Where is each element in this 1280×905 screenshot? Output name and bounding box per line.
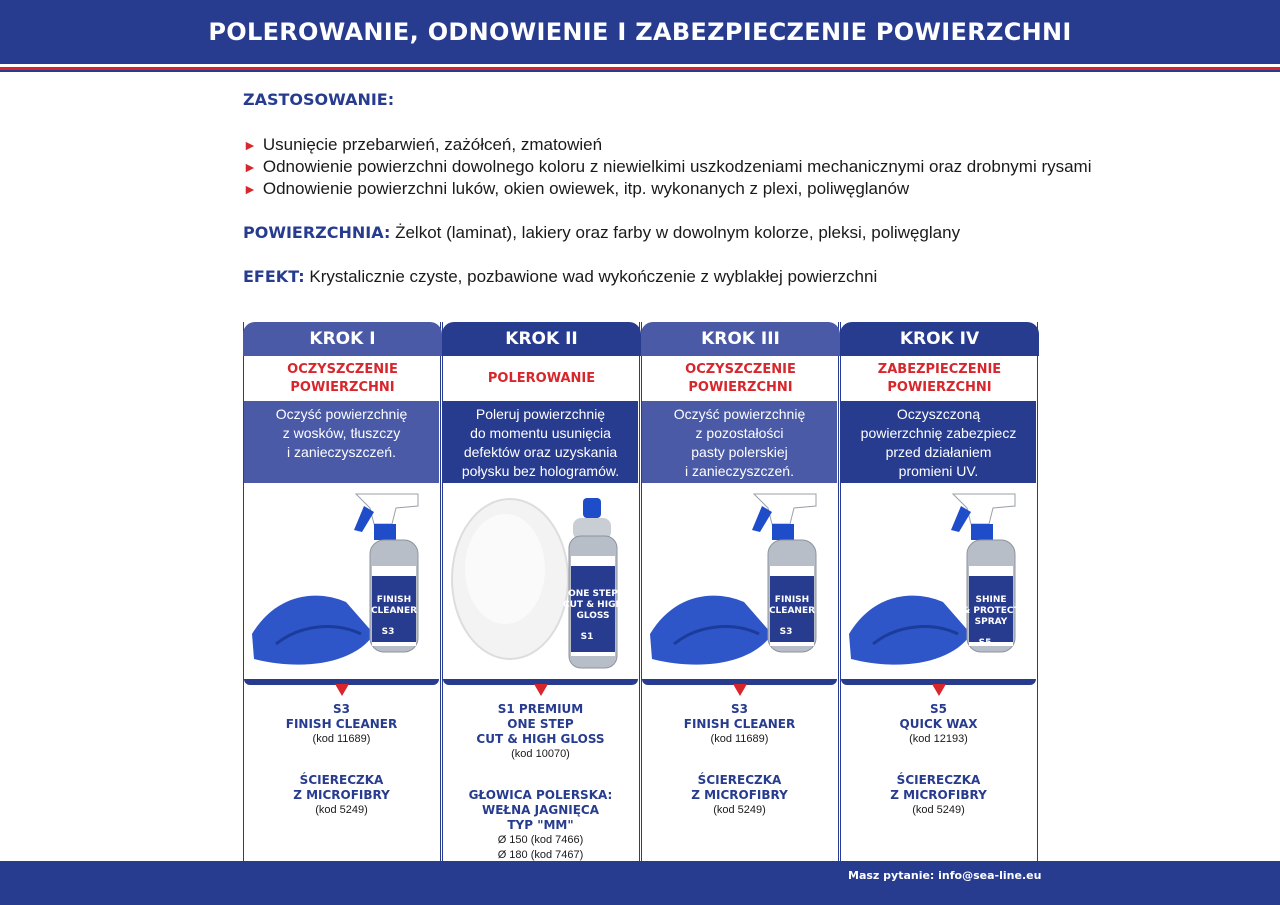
usage-item [243, 156, 1243, 178]
effect-label: EFEKT: [243, 267, 305, 286]
product-name-line: CUT & HIGH GLOSS [476, 732, 605, 746]
step-description-line: z wosków, tłuszczy [282, 425, 401, 441]
product-name-line: WEŁNA JAGNIĘCA [481, 803, 600, 817]
spray-collar-icon [971, 524, 993, 540]
intro-section [243, 90, 1243, 288]
bottle-code-text: S3 [381, 627, 395, 637]
surface-text: Żelkot (laminat), lakiery oraz farby w dowolnym kolorze, pleksi, poliwęglany [395, 223, 961, 242]
step-description-line: powierzchnię zabezpiecz [860, 425, 1017, 441]
step-description-line: i zanieczyszczeń. [685, 463, 794, 479]
product-name-line: ŚCIERECZKA [896, 773, 981, 787]
surface-label: POWIERZCHNIA: [243, 223, 391, 242]
product-code-line: (kod 12193) [909, 733, 968, 745]
step-description [443, 401, 638, 483]
step-description [642, 401, 837, 483]
bottle-label-text: GLOSS [576, 611, 610, 621]
usage-title: ZASTOSOWANIE: [243, 90, 395, 109]
bottle-label-text: CLEANER [768, 606, 816, 616]
product-gap [443, 762, 638, 788]
spray-collar-icon [772, 524, 794, 540]
product-name-line: Z MICROFIBRY [691, 788, 788, 802]
product-name-line: Z MICROFIBRY [293, 788, 390, 802]
product-illustration [644, 484, 837, 680]
usage-list [243, 134, 1243, 200]
product-photo [644, 484, 837, 680]
product-code [841, 732, 1036, 747]
product-name [244, 702, 439, 732]
bottle-label-text: ONE STEP [568, 589, 618, 599]
product-info [443, 702, 638, 863]
product-code [443, 747, 638, 762]
step-description-line: defektów oraz uzyskania [463, 444, 618, 460]
step-column [243, 322, 441, 862]
step-action-text [685, 361, 796, 397]
product-code [244, 732, 439, 747]
bottle-code-text: S1 [580, 632, 594, 642]
step-action-text [488, 370, 595, 388]
step-title: KROK III [641, 322, 840, 356]
bullet-arrow-icon: ► [243, 159, 257, 175]
product-code-line: Ø 180 (kod 7467) [497, 849, 584, 861]
bottle-code-text: S3 [779, 627, 793, 637]
usage-item [243, 178, 1243, 200]
bottle-label-text: CUT & HIGH [563, 600, 623, 610]
step-description-line: promieni UV. [898, 463, 979, 479]
product-illustration [843, 484, 1036, 680]
product-info [642, 702, 837, 818]
bottle-label-text: FINISH [376, 595, 412, 605]
spray-collar-icon [374, 524, 396, 540]
product-code-line: Ø 150 (kod 7466) [497, 834, 584, 846]
bottle-cap-icon [583, 498, 601, 518]
step-title: KROK II [442, 322, 641, 356]
product-name-line: QUICK WAX [899, 717, 978, 731]
usage-item [243, 134, 1243, 156]
bottle-label-text: CLEANER [370, 606, 418, 616]
product-gap [244, 747, 439, 773]
step-action [445, 358, 638, 400]
product-code [642, 803, 837, 818]
product-name [841, 773, 1036, 803]
step-description-line: Oczyszczoną [896, 406, 981, 422]
bottle-label-text: SPRAY [974, 617, 1008, 627]
product-illustration [246, 484, 439, 680]
wool-pad-highlight [465, 514, 545, 624]
product-gap [642, 747, 837, 773]
product-name-line: S3 [333, 702, 350, 716]
product-name-line: Z MICROFIBRY [890, 788, 987, 802]
step-description-line: z pozostałości [695, 425, 784, 441]
step-column [442, 322, 640, 862]
product-name [443, 788, 638, 833]
step-arrow-icon [733, 684, 747, 696]
step-arrow-icon [932, 684, 946, 696]
step-description-line: pasty polerskiej [691, 444, 788, 460]
bottle-label-text: SHINE [975, 595, 1007, 605]
product-photo [246, 484, 439, 680]
step-action-line: POWIERZCHNI [887, 380, 992, 395]
step-action [843, 358, 1036, 400]
product-info [841, 702, 1036, 818]
product-name [443, 702, 638, 747]
step-action-line: OCZYSZCZENIE [685, 362, 796, 377]
product-name [841, 702, 1036, 732]
step-action-text [878, 361, 1001, 397]
step-description [244, 401, 439, 483]
product-photo [843, 484, 1036, 680]
step-description-line: Oczyść powierzchnię [275, 406, 408, 422]
product-code [642, 732, 837, 747]
step-title: KROK I [243, 322, 442, 356]
product-name-line: TYP "MM" [507, 818, 574, 832]
product-photo [445, 484, 638, 680]
step-description-line: połysku bez hologramów. [461, 463, 620, 479]
product-name [642, 773, 837, 803]
product-info [244, 702, 439, 818]
product-name-line: FINISH CLEANER [683, 717, 796, 731]
effect-row [243, 266, 1243, 288]
step-description-line: przed działaniem [885, 444, 992, 460]
bottle-code-text: S5 [978, 638, 992, 648]
step-column [641, 322, 839, 862]
bullet-arrow-icon: ► [243, 181, 257, 197]
bullet-arrow-icon: ► [243, 137, 257, 153]
product-name [244, 773, 439, 803]
steps-grid [243, 322, 1039, 862]
step-arrow-icon [335, 684, 349, 696]
product-illustration [445, 484, 638, 680]
step-description [841, 401, 1036, 483]
step-action-line: POWIERZCHNI [290, 380, 395, 395]
header-divider-blue [0, 70, 1280, 72]
product-code-line: (kod 10070) [511, 748, 570, 760]
bottle-label-text: FINISH [774, 595, 810, 605]
step-column [840, 322, 1038, 862]
product-name-line: GŁOWICA POLERSKA: [468, 788, 613, 802]
step-title: KROK IV [840, 322, 1039, 356]
product-name-line: S3 [731, 702, 748, 716]
product-name-line: S1 PREMIUM [497, 702, 584, 716]
header-banner [0, 0, 1280, 64]
product-code-line: (kod 11689) [710, 733, 769, 745]
product-code-line: (kod 11689) [312, 733, 371, 745]
step-action-line: OCZYSZCZENIE [287, 362, 398, 377]
step-action-line: POLEROWANIE [487, 371, 596, 386]
product-code [841, 803, 1036, 818]
surface-row [243, 222, 1243, 244]
step-action-line: ZABEZPIECZENIE [877, 362, 1002, 377]
page-title: POLEROWANIE, ODNOWIENIE I ZABEZPIECZENIE POWIERZCHNI [208, 18, 1072, 46]
bottle-label-text: & PROTECT [962, 606, 1020, 616]
footer-contact: Masz pytanie: info@sea-line.eu [848, 869, 1042, 882]
step-arrow-icon [534, 684, 548, 696]
step-description-line: i zanieczyszczeń. [287, 444, 396, 460]
usage-item-text: Odnowienie powierzchni luków, okien owiewek, itp. wykonanych z plexi, poliwęglanów [262, 179, 910, 198]
product-name-line: FINISH CLEANER [285, 717, 398, 731]
product-name-line: ŚCIERECZKA [697, 773, 782, 787]
usage-item-text: Usunięcie przebarwień, zażółceń, zmatowień [262, 135, 603, 154]
usage-item-text: Odnowienie powierzchni dowolnego koloru z niewielkimi uszkodzeniami mechanicznymi oraz drobnymi rysami [262, 157, 1092, 176]
step-action [644, 358, 837, 400]
product-name-line: ONE STEP [507, 717, 574, 731]
product-name-line: S5 [930, 702, 947, 716]
footer-bar [0, 861, 1280, 905]
step-action [246, 358, 439, 400]
product-code-line: (kod 5249) [713, 804, 766, 816]
effect-text: Krystalicznie czyste, pozbawione wad wykończenie z wyblakłej powierzchni [309, 267, 878, 286]
product-code-line: (kod 5249) [315, 804, 368, 816]
step-description-line: Poleruj powierzchnię [475, 406, 606, 422]
step-description-line: Oczyść powierzchnię [673, 406, 806, 422]
product-code [443, 833, 638, 863]
step-action-text [287, 361, 398, 397]
step-description-line: do momentu usunięcia [470, 425, 611, 441]
product-code [244, 803, 439, 818]
product-name [642, 702, 837, 732]
step-action-line: POWIERZCHNI [688, 380, 793, 395]
product-code-line: (kod 5249) [912, 804, 965, 816]
product-gap [841, 747, 1036, 773]
product-name-line: ŚCIERECZKA [299, 773, 384, 787]
